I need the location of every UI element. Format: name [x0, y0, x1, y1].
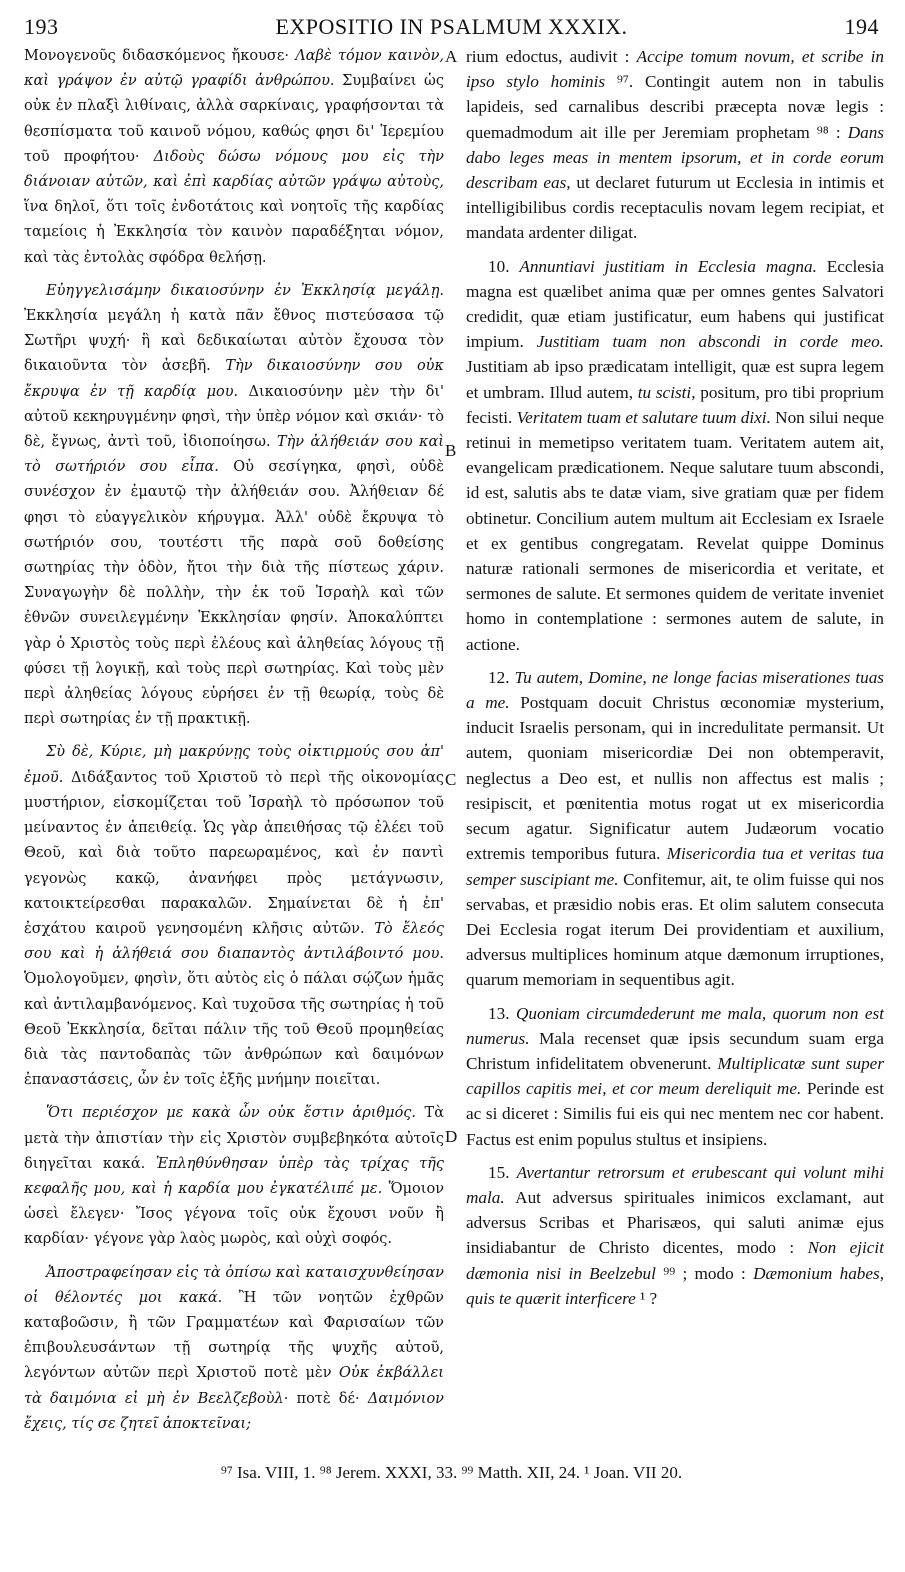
scripture-quotation: Δαιμόνιον ἔχεις, τίς σε ζητεῖ ἀποκτεῖναι;	[24, 1390, 444, 1432]
scripture-quotation: Tu autem, Domine, ne longe facias miserationes tuas a me.	[466, 667, 884, 713]
scripture-quotation: Multiplicatæ sunt super capillos capitis mei, et cor meum dereliquit me.	[466, 1053, 884, 1099]
commentary-text: 13.	[488, 1003, 516, 1023]
commentary-text: Justitiam ab ipso prædicatam intelligit, quæ est supra legem et umbram. Illud autem,	[466, 357, 884, 402]
scripture-quotation: Τὴν δικαιοσύνην σου οὐκ ἔκρυψα ἐν τῇ καρδίᾳ μου.	[24, 358, 444, 400]
commentary-text: Ἢ τῶν νοητῶν ἐχθρῶν καταβοῶσιν, ἢ τῶν Γραμματέων καὶ Φαρισαίων τῶν ἐπιβουλευσάντων τῇ σωτηρίᾳ τῆς ψυχῆς αὐτοῦ, λεγόντων αὐτῶν περὶ Χριστοῦ ποτὲ μὲν	[24, 1289, 444, 1382]
commentary-text: Postquam docuit Christus œconomiæ mysterium, inducit Israelis personam, qui in incredulitate permansit. Ut autem, quoniam misericordiæ Dei non obtemperavit, neglectus a Deo est, et nullis non affectus est malis ; resipiscit, et pœnitentia motus rogat ut ex misericordia secum agatur. Significatur autem Judæorum vocatio extremis temporibus futura.	[466, 693, 884, 864]
latin-paragraph	[466, 665, 884, 993]
commentary-text: Aut adversus spirituales inimicos exclamant, aut adversus Scribas et Pharisæos, qui saluti animæ ejus insidiabantur de Christo dicentes, modo :	[466, 1187, 884, 1258]
scripture-quotation: Τὸ ἔλεός σου καὶ ἡ ἀλήθειά σου διαπαντὸς ἀντιλάβοιντό μου.	[24, 920, 444, 963]
margin-mark-b: B	[445, 441, 457, 460]
greek-paragraph	[24, 1101, 444, 1252]
scripture-quotation: Avertantur retrorsum et erubescant qui volunt mihi mala.	[466, 1162, 884, 1207]
greek-paragraph	[24, 1261, 444, 1437]
commentary-text: Perinde est ac si diceret : Similis fui eis qui nec mentem nec cor habent. Factus est enim populus stultus et insipiens.	[466, 1079, 884, 1149]
scripture-quotation: Justitiam tuam non abscondi in corde meo.	[536, 332, 884, 352]
commentary-text: Δικαιοσύνην μὲν τὴν δι' αὐτοῦ κεκηρυγμένην φησὶ, τὴν ὑπὲρ νόμον καὶ σκιάν· τὸ δὲ, ἔγνως, ἀντὶ τοῦ, ἰδιοποίησω.	[24, 383, 444, 451]
commentary-text: Τὰ μετὰ τὴν ἀπιστίαν τὴν εἰς Χριστὸν συμβεβηκότα αὐτοῖς διηγεῖται κακά.	[24, 1105, 444, 1172]
commentary-text: ἵνα δηλοῖ, ὅτι τοῖς ἐνδοτάτοις καὶ νοητοῖς τῆς καρδίας ταμείοις ἡ Ἐκκλησία τὸν καινὸν παραδέξηται νόμον, καὶ τὰς ἐντολὰς σφόδρα θελήσῃ.	[24, 199, 444, 266]
margin-mark-c: C	[445, 770, 457, 789]
commentary-text: Ecclesia magna est quælibet anima quæ per omnes gentes Salvatori credidit, quæ etiam justificatur, eum habens qui justificat impium.	[466, 256, 884, 352]
scripture-quotation: Annuntiavi justitiam in Ecclesia magna.	[519, 256, 817, 276]
latin-paragraph	[466, 1001, 884, 1152]
commentary-text: Confitemur, ait, te olim fuisse qui nos servabas, et præsidio nobis eras. Et olim salutem consecuta Dei Ecclesia rogat iterum Dei providentiam et auxilium, adversus multiplices hominum atque dæmonum irruptiones, quarum memoriam in sequentibus agit.	[466, 869, 884, 990]
scripture-quotation: Ἐπληθύνθησαν ὑπὲρ τὰς τρίχας τῆς κεφαλῆς μου, καὶ ἡ καρδία μου ἐγκατέλιπέ με.	[24, 1155, 444, 1197]
scripture-quotation: tu scisti,	[637, 382, 696, 402]
scripture-quotation: Ὅτι περιέσχον με κακὰ ὧν οὐκ ἔστιν ἀριθμός.	[46, 1105, 417, 1122]
scripture-quotation: Misericordia tua et veritas tua semper suscipiant me.	[466, 844, 884, 889]
commentary-text: ut declaret futurum ut Ecclesia in intimis et intelligibilibus cordis receptaculis novam legem recipiat, et mandata ardenter diligat.	[466, 173, 884, 243]
scripture-quotation: Σὺ δὲ, Κύριε, μὴ μακρύνῃς τοὺς οἰκτιρμούς σου ἀπ' ἐμοῦ.	[24, 744, 444, 786]
commentary-text: rium edoctus, audivit :	[466, 47, 637, 66]
commentary-text: ¹ ?	[635, 1288, 658, 1308]
commentary-text: Non silui neque retinui in memetipso veritatem tuam. Veritatem autem ait, evangelicam prædicationem. Neque salutare tuum abscondi, id est, salutis abs te datæ viam, sive gratiam quæ per fidem obtinetur. Concilium autem multum ait Ecclesiam ex Israele et ex gentibus congregatam. Revelat quippe Dominus naturæ rationali sermones de misericordia et veritate, et sermones de salute. Et sermones quidem de veritate inveniet homo in contemplatione : sermones autem de salute, in actione.	[466, 407, 884, 654]
greek-column	[24, 44, 444, 1454]
commentary-text: positum, pro tibi proprium fecisti.	[466, 382, 884, 427]
commentary-text: Ἐκκλησία μεγάλη ἡ κατὰ πᾶν ἔθνος πιστεύσασα τῷ Σωτῆρι ψυχή· ἣ καὶ δεδικαίωται αὐτὸν ἔχουσα τὸν δικαιοῦντα τὸν ἀσεβῆ.	[24, 308, 444, 375]
scripture-quotation: Τὴν ἀλήθειάν σου καὶ τὸ σωτήριόν σου εἶπα.	[24, 434, 444, 476]
commentary-text: 12.	[488, 667, 515, 687]
latin-paragraph	[466, 1160, 884, 1311]
scripture-quotation: Dans dabo leges meas in mentem ipsorum, et in corde eorum describam eas,	[466, 122, 884, 193]
margin-mark-d: D	[445, 1127, 458, 1146]
greek-paragraph	[24, 740, 444, 1093]
commentary-text: 10.	[488, 256, 520, 276]
commentary-text: ποτὲ δέ·	[288, 1390, 368, 1407]
running-title: EXPOSITIO IN PSALMUM XXXIX.	[275, 14, 628, 39]
greek-paragraph	[24, 279, 444, 733]
commentary-text: Mala recenset quæ ipsis secundum suam erga Christum infidelitatem obvenerunt.	[466, 1028, 884, 1073]
commentary-text: ⁹⁹ ; modo :	[655, 1263, 754, 1283]
footnotes: ⁹⁷ Isa. VIII, 1. ⁹⁸ Jerem. XXXI, 33. ⁹⁹ Matth. XII, 24. ¹ Joan. VII 20.	[220, 1463, 683, 1482]
commentary-text: ⁹⁷. Contingit autem non in tabulis lapideis, sed carnalibus describi præcepta novæ legis : quemadmodum ait ille per Jeremiam prophetam ⁹⁸ :	[466, 72, 884, 142]
latin-paragraph	[466, 44, 884, 246]
scripture-quotation: Διδοὺς δώσω νόμους μου εἰς τὴν διάνοιαν αὐτῶν, καὶ ἐπὶ καρδίας αὐτῶν γράψω αὐτοὺς,	[24, 148, 444, 191]
scripture-quotation: Λαβὲ τόμον καινὸν, καὶ γράψον ἐν αὐτῷ γραφίδι ἀνθρώπου.	[24, 48, 444, 90]
scripture-quotation: Quoniam circumdederunt me mala, quorum non est numerus.	[466, 1003, 884, 1048]
page-number-right: 194	[844, 14, 879, 39]
margin-mark-a: A	[445, 47, 458, 66]
greek-paragraph	[24, 44, 444, 271]
scripture-quotation: Non ejicit dæmonia nisi in Beelzebul	[466, 1238, 884, 1283]
scripture-quotation: Ἀποστραφείησαν εἰς τὰ ὀπίσω καὶ καταισχυνθείησαν οἱ θέλοντές μοι κακά.	[24, 1264, 444, 1306]
scripture-quotation: Dæmonium habes, quis te quærit interficere	[466, 1263, 884, 1308]
latin-column	[466, 44, 884, 1454]
scripture-quotation: Veritatem tuam et salutare tuum dixi.	[516, 407, 771, 427]
commentary-text: Διδάξαντος τοῦ Χριστοῦ τὸ περὶ τῆς οἰκονομίας μυστήριον, εἰσκομίζεται τοῦ Ἰσραὴλ τὸ πρόσωπον τοῦ μείναντος ἐν ἀπειθείᾳ. Ὡς γὰρ ἀπειθήσας τῷ ἐλέει τοῦ Θεοῦ, καὶ διὰ τοῦτο παρεωραμένος, καὶ ἐν παντὶ γεγονὼς κακῷ, ἀνανήφει πρὸς μετάγνωσιν, κατοικτείρεσθαι παρακαλῶν. Σημαίνεται δὲ ἡ ἐπ' ἐσχάτου καιροῦ γενησομένη κλῆσις αὐτῶν.	[24, 769, 444, 937]
scripture-quotation: Εὐηγγελισάμην δικαιοσύνην ἐν Ἐκκλησίᾳ μεγάλῃ.	[46, 282, 444, 299]
commentary-text: Μονογενοῦς διδασκόμενος ἤκουσε·	[24, 48, 296, 64]
page-number-left: 193	[24, 14, 59, 39]
commentary-text: Ὁμολογοῦμεν, φησὶν, ὅτι αὐτὸς εἰς ὁ πάλαι σῴζων ἡμᾶς καὶ ἀντιλαμβανόμενος. Καὶ τυχοῦσα τῆς σωτηρίας ἡ τοῦ Θεοῦ Ἐκκλησία, δεῖται πάλιν τῆς τοῦ Θεοῦ προμηθείας διὰ τὰς παντοδαπὰς τῶν ἀνθρώπων καὶ δαιμόνων ἐπαναστάσεις, ὧν ἐν τοῖς ἑξῆς μνήμην ποιεῖται.	[24, 971, 444, 1089]
commentary-text: 15.	[488, 1162, 517, 1182]
commentary-text: Συμβαίνει ὡς οὐκ ἐν πλαξὶ λιθίναις, ἀλλὰ σαρκίναις, γραφήσονται τὰ θεσπίσματα τοῦ καινοῦ νόμου, καθώς φησι δι' Ἱερεμίου τοῦ προφήτου·	[24, 73, 444, 165]
commentary-text: Ὅμοιον ὡσεὶ ἔλεγεν· Ἴσος γέγονα τοῖς οὐκ ἔχουσι νοῦν ἢ καρδίαν· γέγονε γὰρ λαὸς μωρὸς, καὶ οὐχὶ σοφός.	[24, 1180, 444, 1248]
commentary-text: Οὐ σεσίγηκα, φησὶ, οὐδὲ συνέσχον ἐν ἐμαυτῷ τὴν ἀλήθειάν σου. Ἀλήθειαν δέ φησι τὸ εὐαγγελικὸν κήρυγμα. Ἀλλ' οὐδὲ ἔκρυψα τὸ σωτήριόν σου, τουτέστι τῆς παρὰ σοῦ δοθείσης σωτηρίας τὴν ὁδὸν, ἤτοι τὴν διὰ τῆς πίστεως χάριν. Συναγωγὴν δὲ πολλὴν, τὴν ἐκ τοῦ Ἰσραὴλ καὶ τῶν ἐθνῶν συνειλεγμένην Ἐκκλησίαν φησίν. Ἀποκαλύπτει γὰρ ὁ Χριστὸς τοὺς περὶ ἐλέους καὶ ἀληθείας λόγους τῇ φύσει τῇ λογικῇ, καὶ τοὺς περὶ σωτηρίας. Καὶ τοὺς μὲν περὶ ἀληθείας λόγους εὑρήσει ἐν τῇ θεωρίᾳ, τοὺς δὲ περὶ σωτηρίας ἐν τῇ πρακτικῇ.	[24, 459, 444, 728]
scripture-quotation: Accipe tomum novum, et scribe in ipso stylo hominis	[466, 47, 884, 92]
scripture-quotation: Οὐκ ἐκβάλλει τὰ δαιμόνια εἰ μὴ ἐν Βεελζεβοὺλ·	[24, 1365, 444, 1407]
latin-paragraph	[466, 254, 884, 657]
page-header	[24, 14, 879, 40]
